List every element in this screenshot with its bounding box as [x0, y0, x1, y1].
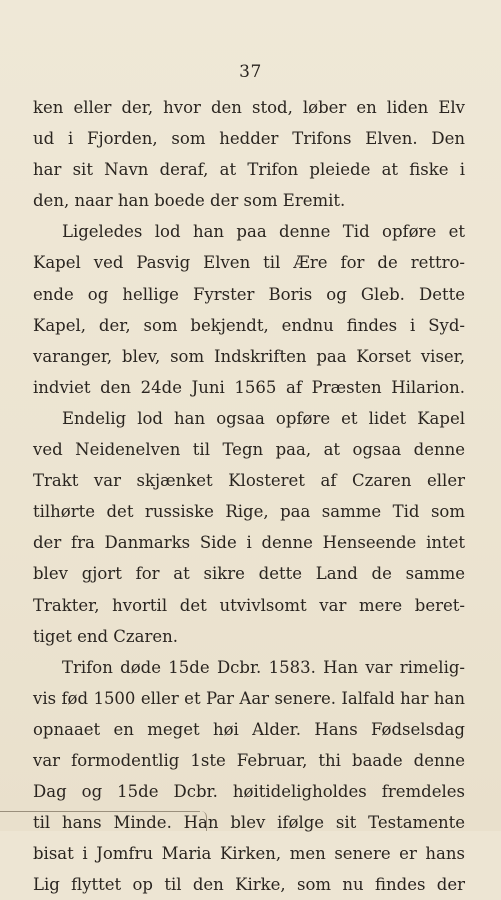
text-line: bisat i Jomfru Maria Kirken, men senere er hans	[33, 844, 465, 864]
text-line: blev gjort for at sikre dette Land de samme	[33, 564, 465, 584]
text-line: Trifon døde 15de Dcbr. 1583. Han var rimelig-	[62, 657, 465, 677]
text-line: Dag og 15de Dcbr. høitideligholdes fremdeles	[33, 782, 465, 802]
page-edge-line	[0, 811, 200, 812]
paragraph-3	[33, 403, 465, 652]
text-line: vis fød 1500 eller et Par Aar senere. Ialfald har han	[33, 688, 465, 708]
page-number: 37	[239, 62, 262, 82]
paragraph-4	[33, 652, 465, 900]
text-line: Kapel ved Pasvig Elven til Ære for de rettro-	[33, 253, 465, 273]
text-line: tilhørte det russiske Rige, paa samme Tid som	[33, 502, 465, 522]
paragraph-2	[33, 216, 465, 403]
text-line: ud i Fjorden, som hedder Trifons Elven. Den	[33, 129, 465, 149]
text-line: opnaaet en meget høi Alder. Hans Fødselsdag	[33, 719, 465, 739]
text-line: tiget end Czaren.	[33, 626, 178, 646]
text-line: ken eller der, hvor den stod, løber en liden Elv	[33, 98, 465, 117]
text-line: varanger, blev, som Indskriften paa Korset viser,	[33, 346, 465, 366]
paragraph-1	[33, 92, 465, 216]
text-line: Lig flyttet op til den Kirke, som nu findes der	[33, 875, 465, 895]
body-text	[33, 92, 465, 900]
text-line: Trakter, hvortil det utvivlsomt var mere beret-	[33, 595, 465, 615]
text-line: indviet den 24de Juni 1565 af Præsten Hilarion.	[33, 377, 465, 397]
text-line: har sit Navn deraf, at Trifon pleiede at fiske i	[33, 160, 465, 180]
text-line: den, naar han boede der som Eremit.	[33, 191, 346, 211]
text-line: Endelig lod han ogsaa opføre et lidet Kapel	[62, 408, 465, 428]
text-line: var formodentlig 1ste Februar, thi baade denne	[33, 750, 465, 770]
text-line: Kapel, der, som bekjendt, endnu findes i Syd-	[33, 315, 465, 335]
page-edge-corner	[198, 811, 207, 831]
text-line: ende og hellige Fyrster Boris og Gleb. Dette	[33, 284, 465, 304]
text-line: til hans Minde. Han blev ifølge sit Testamente	[33, 813, 465, 833]
text-line: Ligeledes lod han paa denne Tid opføre et	[62, 222, 465, 242]
text-line: Trakt var skjænket Klosteret af Czaren eller	[33, 471, 465, 491]
text-line: ved Neidenelven til Tegn paa, at ogsaa denne	[33, 440, 465, 460]
text-line: der fra Danmarks Side i denne Henseende intet	[33, 533, 465, 553]
